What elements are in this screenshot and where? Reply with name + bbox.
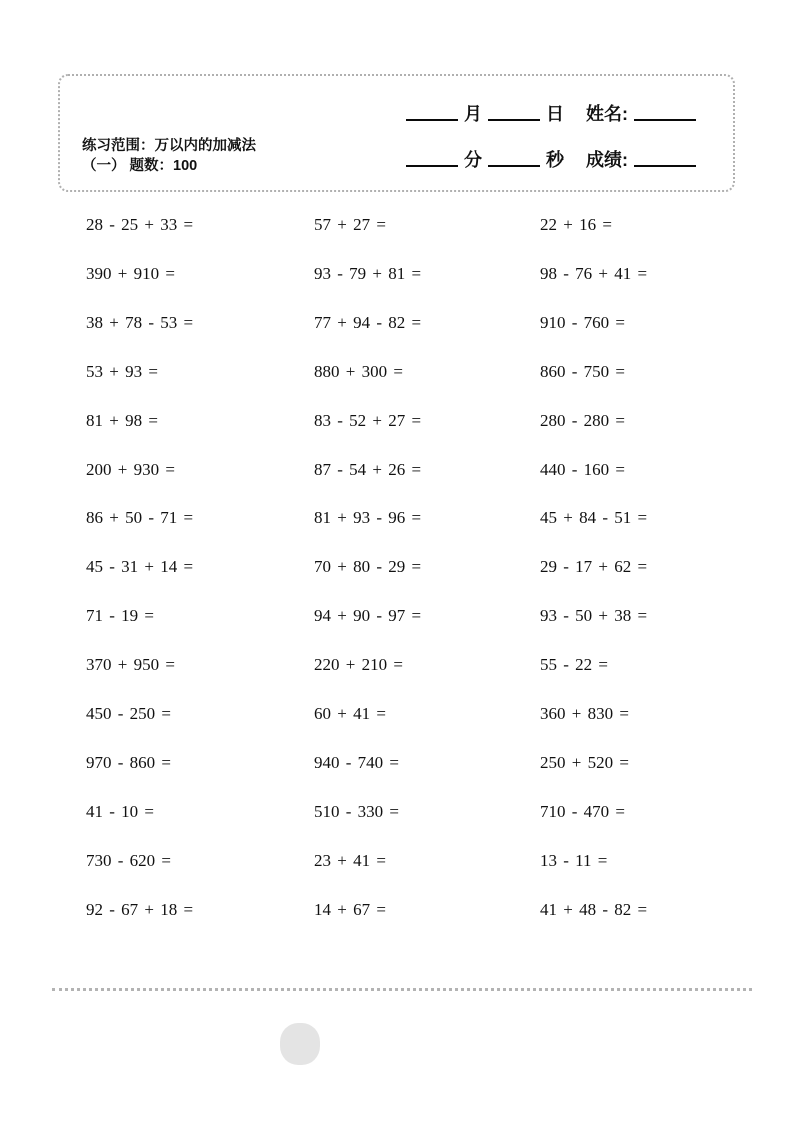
problem-r3-c1: 38 + 78 - 53 =	[86, 312, 194, 332]
problem-r10-c3: 55 - 22 =	[540, 655, 608, 675]
day-label: 日	[546, 104, 564, 124]
footer-divider	[52, 988, 752, 991]
problem-r7-c2: 81 + 93 - 96 =	[314, 508, 422, 528]
problem-r8-c1: 45 - 31 + 14 =	[86, 557, 194, 577]
problem-r10-c1: 370 + 950 =	[86, 655, 175, 675]
problem-r7-c1: 86 + 50 - 71 =	[86, 508, 194, 528]
problem-r5-c1: 81 + 98 =	[86, 410, 158, 430]
question-count-label: （一） 题数：100	[82, 158, 198, 175]
problem-r6-c2: 87 - 54 + 26 =	[314, 459, 422, 479]
problem-r12-c3: 250 + 520 =	[540, 752, 629, 772]
problem-r13-c3: 710 - 470 =	[540, 801, 625, 821]
problem-r6-c1: 200 + 930 =	[86, 459, 175, 479]
problem-r1-c1: 28 - 25 + 33 =	[86, 215, 194, 234]
problem-r2-c3: 98 - 76 + 41 =	[540, 263, 648, 283]
problem-r4-c3: 860 - 750 =	[540, 361, 625, 381]
problem-r11-c2: 60 + 41 =	[314, 704, 386, 723]
name-label: 姓名:	[586, 104, 628, 124]
problem-r14-c2: 23 + 41 =	[314, 850, 386, 870]
problem-r15-c2: 14 + 67 =	[314, 899, 386, 919]
problem-r9-c3: 93 - 50 + 38 =	[540, 606, 648, 626]
problem-r3-c2: 77 + 94 - 82 =	[314, 312, 422, 332]
problem-r14-c1: 730 - 620 =	[86, 850, 171, 870]
problem-r5-c3: 280 - 280 =	[540, 410, 625, 430]
problem-r10-c2: 220 + 210 =	[314, 655, 403, 675]
month-label: 月	[464, 104, 482, 124]
problem-r7-c3: 45 + 84 - 51 =	[540, 508, 648, 528]
problem-r12-c1: 970 - 860 =	[86, 752, 171, 772]
problem-r8-c2: 70 + 80 - 29 =	[314, 557, 422, 577]
problem-r15-c3: 41 + 48 - 82 =	[540, 899, 648, 919]
problem-r1-c2: 57 + 27 =	[314, 215, 386, 234]
problem-r6-c3: 440 - 160 =	[540, 459, 625, 479]
problem-r11-c3: 360 + 830 =	[540, 704, 629, 723]
problem-r13-c1: 41 - 10 =	[86, 801, 154, 821]
problem-r13-c2: 510 - 330 =	[314, 801, 399, 821]
problem-r8-c3: 29 - 17 + 62 =	[540, 557, 648, 577]
problem-r5-c2: 83 - 52 + 27 =	[314, 410, 422, 430]
problem-r9-c2: 94 + 90 - 97 =	[314, 606, 422, 626]
practice-range-label: 练习范围：万以内的加减法	[82, 138, 256, 154]
problem-r11-c1: 450 - 250 =	[86, 704, 171, 723]
problem-r3-c3: 910 - 760 =	[540, 312, 625, 332]
page-thumbnail-blob	[280, 1023, 320, 1065]
second-label: 秒	[546, 150, 564, 170]
minute-label: 分	[464, 150, 482, 170]
problem-r2-c2: 93 - 79 + 81 =	[314, 263, 422, 283]
problem-r15-c1: 92 - 67 + 18 =	[86, 899, 194, 919]
problem-r2-c1: 390 + 910 =	[86, 263, 175, 283]
problem-r4-c1: 53 + 93 =	[86, 361, 158, 381]
problem-r4-c2: 880 + 300 =	[314, 361, 403, 381]
problem-r12-c2: 940 - 740 =	[314, 752, 399, 772]
problem-r9-c1: 71 - 19 =	[86, 606, 154, 626]
problem-r1-c3: 22 + 16 =	[540, 215, 612, 234]
problem-r14-c3: 13 - 11 =	[540, 850, 608, 870]
score-label: 成绩:	[586, 150, 628, 170]
